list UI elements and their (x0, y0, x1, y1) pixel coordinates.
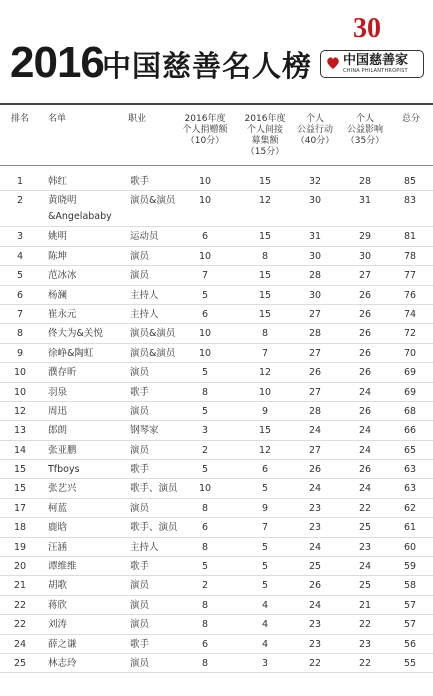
name-cell: 韩红 (48, 176, 68, 187)
influence-score-cell: 26 (358, 347, 372, 359)
table-row (0, 557, 433, 576)
direct-score-cell: 6 (201, 522, 209, 534)
name-cell: 汪涵 (48, 541, 68, 553)
ranking-table (0, 172, 433, 673)
indirect-score-cell: 8 (261, 328, 269, 340)
col-header-action-line: 公益行动 (296, 125, 333, 135)
job-cell: 演员 (130, 502, 150, 514)
col-header-influence-line: （35分） (345, 136, 385, 146)
rank-cell: 19 (13, 541, 27, 553)
total-score-cell: 74 (403, 308, 417, 320)
col-header-rank: 排名 (10, 114, 29, 124)
table-row (0, 191, 433, 227)
table-row (0, 247, 433, 266)
name-cell: 徐峥&陶虹 (48, 347, 94, 359)
job-cell: 歌手、演员 (130, 483, 178, 495)
page-header (0, 0, 433, 108)
direct-score-cell: 8 (201, 619, 209, 631)
rank-cell: 4 (16, 250, 24, 262)
indirect-score-cell: 12 (258, 367, 272, 379)
influence-score-cell: 24 (358, 444, 372, 456)
table-row (0, 421, 433, 440)
rank-cell: 25 (13, 657, 27, 669)
rank-cell: 8 (16, 328, 24, 340)
direct-score-cell: 10 (198, 328, 212, 340)
action-score-cell: 27 (308, 308, 322, 320)
direct-score-cell: 5 (201, 367, 209, 379)
name-cell: 刘涛 (48, 619, 68, 631)
influence-score-cell: 25 (358, 522, 372, 534)
indirect-score-cell: 7 (261, 522, 269, 534)
influence-score-cell: 23 (358, 541, 372, 553)
job-cell: 演员&演员 (130, 328, 176, 340)
job-cell: 演员 (130, 619, 150, 631)
influence-score-cell: 24 (358, 483, 372, 495)
indirect-score-cell: 15 (258, 308, 272, 320)
logo-mark-icon (325, 55, 341, 71)
direct-score-cell: 10 (198, 483, 212, 495)
direct-score-cell: 8 (201, 502, 209, 514)
name-cell: 鹿晗 (48, 522, 68, 534)
col-header-indirect (238, 114, 292, 158)
table-row (0, 344, 433, 363)
action-score-cell: 26 (308, 580, 322, 592)
indirect-score-cell: 15 (258, 176, 272, 187)
name-cell: 崔永元 (48, 308, 77, 320)
table-row (0, 266, 433, 285)
table-row (0, 596, 433, 615)
table-row (0, 383, 433, 402)
col-header-direct (178, 114, 232, 147)
col-header-direct-line: （10分） (185, 136, 225, 146)
total-score-cell: 59 (403, 561, 417, 573)
job-cell: 演员 (130, 657, 150, 669)
total-score-cell: 63 (403, 483, 417, 495)
direct-score-cell: 10 (198, 347, 212, 359)
name-cell: 羽泉 (48, 386, 68, 398)
job-cell: 歌手 (130, 638, 150, 650)
influence-score-cell: 31 (358, 195, 372, 207)
indirect-score-cell: 4 (261, 638, 269, 650)
name-cell: 张亚鹏 (48, 444, 77, 456)
action-score-cell: 24 (308, 599, 322, 611)
job-cell: 歌手 (130, 176, 150, 187)
indirect-score-cell: 12 (258, 444, 272, 456)
logo-number: 30 (353, 13, 381, 44)
job-cell: 主持人 (130, 541, 159, 553)
action-score-cell: 27 (308, 347, 322, 359)
indirect-score-cell: 12 (258, 195, 272, 207)
influence-score-cell: 21 (358, 599, 372, 611)
rank-cell: 22 (13, 599, 27, 611)
direct-score-cell: 3 (201, 425, 209, 437)
direct-score-cell: 8 (201, 541, 209, 553)
name-cell: 林志玲 (48, 657, 77, 669)
action-score-cell: 32 (308, 176, 322, 187)
action-score-cell: 28 (308, 328, 322, 340)
action-score-cell: 31 (308, 231, 322, 243)
total-score-cell: 69 (403, 386, 417, 398)
rank-cell: 6 (16, 289, 24, 301)
influence-score-cell: 26 (358, 464, 372, 476)
logo-text-cn: 中国慈善家 (343, 53, 409, 68)
table-row (0, 654, 433, 673)
influence-score-cell: 26 (358, 308, 372, 320)
direct-score-cell: 5 (201, 561, 209, 573)
direct-score-cell: 5 (201, 405, 209, 417)
direct-score-cell: 6 (201, 308, 209, 320)
job-cell: 演员 (130, 367, 150, 379)
indirect-score-cell: 5 (261, 541, 269, 553)
influence-score-cell: 22 (358, 619, 372, 631)
total-score-cell: 58 (403, 580, 417, 592)
job-cell: 钢琴家 (130, 425, 159, 437)
action-score-cell: 28 (308, 270, 322, 282)
col-header-action-line: （40分） (295, 136, 335, 146)
job-cell: 演员 (130, 270, 150, 282)
action-score-cell: 23 (308, 502, 322, 514)
total-score-cell: 68 (403, 405, 417, 417)
direct-score-cell: 5 (201, 464, 209, 476)
indirect-score-cell: 9 (261, 502, 269, 514)
name-cell: 胡歌 (48, 580, 68, 592)
influence-score-cell: 27 (358, 270, 372, 282)
influence-score-cell: 26 (358, 289, 372, 301)
col-header-job: 职业 (128, 114, 147, 124)
direct-score-cell: 5 (201, 289, 209, 301)
direct-score-cell: 6 (201, 638, 209, 650)
action-score-cell: 26 (308, 367, 322, 379)
table-row (0, 402, 433, 421)
year-heading: 2016 (10, 38, 104, 87)
job-cell: 演员 (130, 250, 150, 262)
rank-cell: 20 (13, 561, 27, 573)
name-cell: 郎朗 (48, 425, 68, 437)
action-score-cell: 30 (308, 289, 322, 301)
total-score-cell: 60 (403, 541, 417, 553)
rank-cell: 9 (16, 347, 24, 359)
influence-score-cell: 24 (358, 561, 372, 573)
name-cell: Tfboys (48, 464, 80, 476)
influence-score-cell: 26 (358, 367, 372, 379)
job-cell: 演员 (130, 599, 150, 611)
rank-cell: 2 (16, 195, 24, 207)
action-score-cell: 24 (308, 483, 322, 495)
total-score-cell: 56 (403, 638, 417, 650)
total-score-cell: 55 (403, 657, 417, 669)
col-header-total: 总分 (401, 114, 420, 124)
job-cell: 演员 (130, 580, 150, 592)
col-header-indirect-line: 募集额 (251, 136, 279, 146)
influence-score-cell: 22 (358, 657, 372, 669)
rank-cell: 10 (13, 386, 27, 398)
influence-score-cell: 30 (358, 250, 372, 262)
influence-score-cell: 22 (358, 502, 372, 514)
rank-cell: 22 (13, 619, 27, 631)
indirect-score-cell: 9 (261, 405, 269, 417)
job-cell: 演员 (130, 444, 150, 456)
influence-score-cell: 28 (358, 176, 372, 187)
indirect-score-cell: 5 (261, 561, 269, 573)
name-cell: 谭维维 (48, 561, 77, 573)
total-score-cell: 57 (403, 619, 417, 631)
job-cell: 歌手 (130, 561, 150, 573)
rank-cell: 18 (13, 522, 27, 534)
name-cell: 范冰冰 (48, 270, 77, 282)
col-header-influence-line: 个人 (355, 114, 374, 124)
header-divider (0, 103, 433, 105)
job-cell: 演员 (130, 405, 150, 417)
total-score-cell: 61 (403, 522, 417, 534)
direct-score-cell: 8 (201, 657, 209, 669)
name-cell: 薛之谦 (48, 638, 77, 650)
indirect-score-cell: 4 (261, 599, 269, 611)
indirect-score-cell: 15 (258, 270, 272, 282)
job-cell: 歌手 (130, 464, 150, 476)
influence-score-cell: 24 (358, 425, 372, 437)
name-cell: 蒋欣 (48, 599, 68, 611)
indirect-score-cell: 8 (261, 250, 269, 262)
page-title: 中国慈善名人榜 (102, 49, 313, 83)
table-row (0, 286, 433, 305)
total-score-cell: 66 (403, 425, 417, 437)
influence-score-cell: 23 (358, 638, 372, 650)
total-score-cell: 65 (403, 444, 417, 456)
rank-cell: 24 (13, 638, 27, 650)
job-cell: 运动员 (130, 231, 159, 243)
action-score-cell: 28 (308, 405, 322, 417)
name-cell-continued: &Angelababy (48, 211, 112, 223)
table-row (0, 518, 433, 537)
name-cell: 陈坤 (48, 250, 68, 262)
rank-cell: 21 (13, 580, 27, 592)
total-score-cell: 62 (403, 502, 417, 514)
col-header-influence (342, 114, 388, 147)
influence-score-cell: 25 (358, 580, 372, 592)
action-score-cell: 30 (308, 195, 322, 207)
direct-score-cell: 6 (201, 231, 209, 243)
indirect-score-cell: 7 (261, 347, 269, 359)
total-score-cell: 83 (403, 195, 417, 207)
table-row (0, 576, 433, 595)
job-cell: 歌手 (130, 386, 150, 398)
magazine-logo (320, 50, 424, 78)
col-header-indirect-line: （15分） (245, 147, 285, 157)
total-score-cell: 63 (403, 464, 417, 476)
name-cell: 周迅 (48, 405, 68, 417)
table-row (0, 227, 433, 246)
total-score-cell: 70 (403, 347, 417, 359)
col-header-name: 名单 (48, 114, 67, 124)
table-row (0, 324, 433, 343)
col-header-action-line: 个人 (305, 114, 324, 124)
action-score-cell: 30 (308, 250, 322, 262)
name-cell: 杨澜 (48, 289, 68, 301)
indirect-score-cell: 15 (258, 231, 272, 243)
action-score-cell: 27 (308, 386, 322, 398)
indirect-score-cell: 6 (261, 464, 269, 476)
table-row (0, 441, 433, 460)
job-cell: 歌手、演员 (130, 522, 178, 534)
direct-score-cell: 7 (201, 270, 209, 282)
total-score-cell: 77 (403, 270, 417, 282)
rank-cell: 15 (13, 464, 27, 476)
direct-score-cell: 10 (198, 195, 212, 207)
name-cell: 佟大为&关悦 (48, 328, 103, 340)
indirect-score-cell: 3 (261, 657, 269, 669)
total-score-cell: 57 (403, 599, 417, 611)
influence-score-cell: 26 (358, 405, 372, 417)
action-score-cell: 25 (308, 561, 322, 573)
table-row (0, 363, 433, 382)
rank-cell: 15 (13, 483, 27, 495)
logo-text-en: CHINA PHILANTHROPIST (343, 68, 408, 74)
indirect-score-cell: 15 (258, 425, 272, 437)
rank-cell: 17 (13, 502, 27, 514)
name-cell: 濮存昕 (48, 367, 77, 379)
indirect-score-cell: 15 (258, 289, 272, 301)
column-header-divider (0, 165, 433, 166)
total-score-cell: 69 (403, 367, 417, 379)
indirect-score-cell: 5 (261, 483, 269, 495)
rank-cell: 14 (13, 444, 27, 456)
col-header-action (292, 114, 338, 147)
table-row (0, 635, 433, 654)
action-score-cell: 23 (308, 638, 322, 650)
job-cell: 演员&演员 (130, 347, 176, 359)
indirect-score-cell: 10 (258, 386, 272, 398)
total-score-cell: 81 (403, 231, 417, 243)
direct-score-cell: 10 (198, 250, 212, 262)
total-score-cell: 78 (403, 250, 417, 262)
action-score-cell: 26 (308, 464, 322, 476)
table-row (0, 499, 433, 518)
direct-score-cell: 8 (201, 386, 209, 398)
direct-score-cell: 8 (201, 599, 209, 611)
table-row (0, 172, 433, 191)
action-score-cell: 22 (308, 657, 322, 669)
influence-score-cell: 26 (358, 328, 372, 340)
table-row (0, 479, 433, 498)
job-cell: 主持人 (130, 308, 159, 320)
direct-score-cell: 2 (201, 580, 209, 592)
rank-cell: 10 (13, 367, 27, 379)
table-row (0, 538, 433, 557)
col-header-direct-line: 2016年度 (184, 114, 226, 124)
col-header-direct-line: 个人捐赠额 (182, 125, 228, 135)
action-score-cell: 23 (308, 619, 322, 631)
table-row (0, 615, 433, 634)
influence-score-cell: 24 (358, 386, 372, 398)
table-row (0, 460, 433, 479)
name-cell: 张艺兴 (48, 483, 77, 495)
col-header-indirect-line: 2016年度 (244, 114, 286, 124)
name-cell: 姚明 (48, 231, 68, 243)
col-header-influence-line: 公益影响 (346, 125, 383, 135)
action-score-cell: 23 (308, 522, 322, 534)
rank-cell: 12 (13, 405, 27, 417)
job-cell: 演员&演员 (130, 195, 176, 207)
action-score-cell: 24 (308, 541, 322, 553)
direct-score-cell: 10 (198, 176, 212, 187)
rank-cell: 1 (16, 176, 24, 187)
rank-cell: 13 (13, 425, 27, 437)
total-score-cell: 76 (403, 289, 417, 301)
action-score-cell: 24 (308, 425, 322, 437)
rank-cell: 7 (16, 308, 24, 320)
total-score-cell: 72 (403, 328, 417, 340)
indirect-score-cell: 4 (261, 619, 269, 631)
table-row (0, 305, 433, 324)
name-cell: 黄晓明 (48, 195, 77, 207)
direct-score-cell: 2 (201, 444, 209, 456)
indirect-score-cell: 5 (261, 580, 269, 592)
influence-score-cell: 29 (358, 231, 372, 243)
job-cell: 主持人 (130, 289, 159, 301)
rank-cell: 5 (16, 270, 24, 282)
col-header-indirect-line: 个人间接 (246, 125, 283, 135)
name-cell: 柯蓝 (48, 502, 68, 514)
rank-cell: 3 (16, 231, 24, 243)
action-score-cell: 27 (308, 444, 322, 456)
total-score-cell: 85 (403, 176, 417, 187)
